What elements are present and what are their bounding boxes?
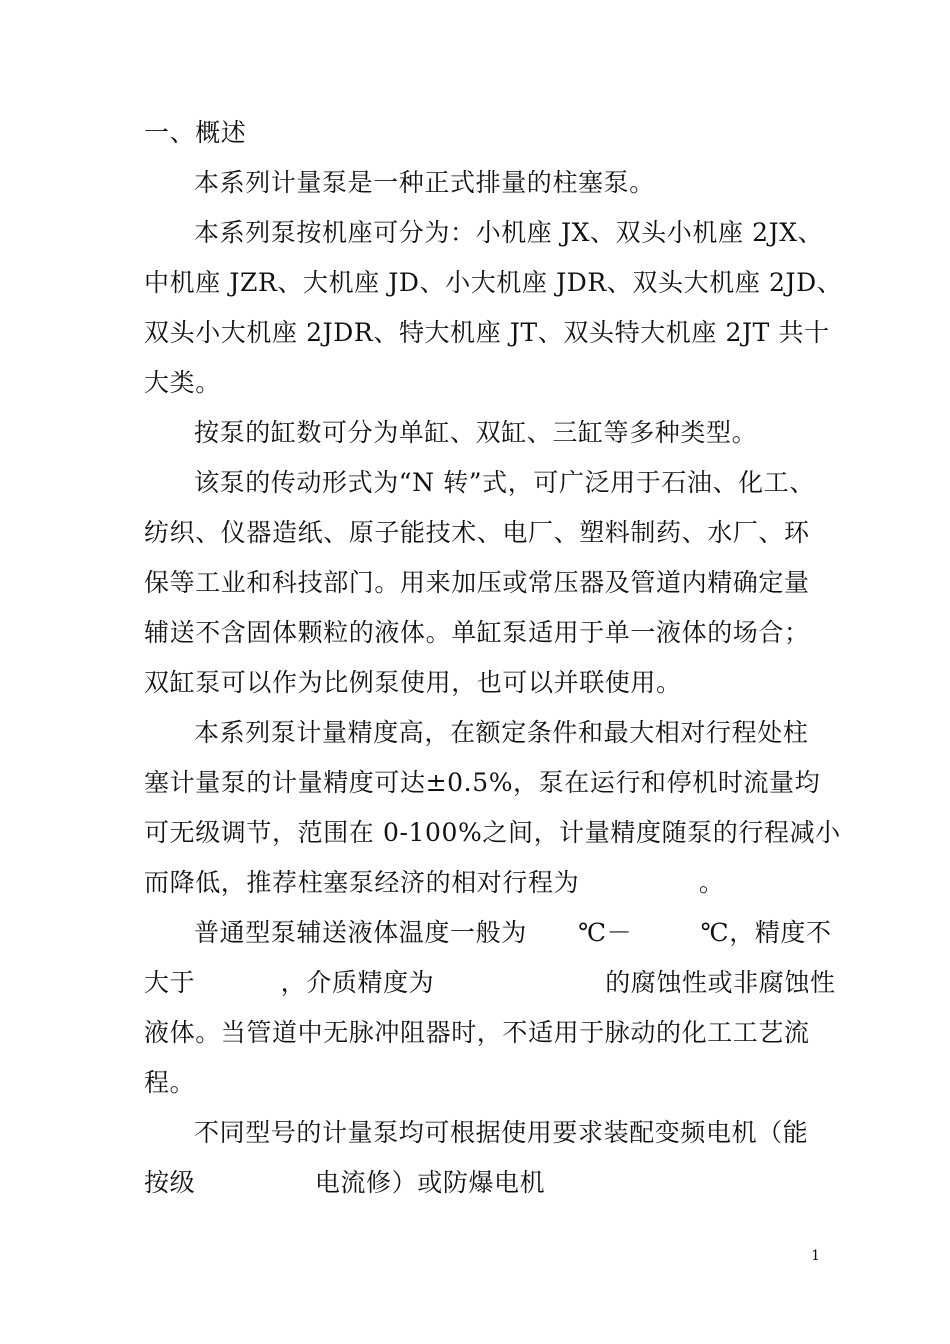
page-number: 1	[811, 1248, 820, 1264]
section-heading: 一、概述	[144, 118, 247, 147]
paragraph-line: 该泵的传动形式为“N 转”式，可广泛用于石油、化工、	[194, 468, 815, 497]
paragraph-line: 液体。当管道中无脉冲阻器时，不适用于脉动的化工工艺流	[144, 1018, 810, 1047]
paragraph-line: 本系列泵按机座可分为：小机座 JX、双头小机座 2JX、	[194, 218, 824, 247]
paragraph-line: 大类。	[144, 368, 221, 397]
paragraph-line: 而降低，推荐柱塞泵经济的相对行程为 。	[144, 868, 725, 897]
paragraph-line: 按泵的缸数可分为单缸、双缸、三缸等多种类型。	[194, 418, 758, 447]
paragraph-line: 保等工业和科技部门。用来加压或常压器及管道内精确定量	[144, 568, 810, 597]
paragraph-line: 双缸泵可以作为比例泵使用，也可以并联使用。	[144, 668, 682, 697]
paragraph-line: 纺织、仪器造纸、原子能技术、电厂、塑料制药、水厂、环	[144, 518, 810, 547]
paragraph-line: 不同型号的计量泵均可根据使用要求装配变频电机（能	[194, 1118, 809, 1147]
paragraph-line: 程。	[144, 1068, 196, 1097]
paragraph-line: 大于 ，介质精度为 的腐蚀性或非腐蚀性	[144, 968, 836, 997]
paragraph-line: 普通型泵辅送液体温度一般为 ℃－ ℃，精度不	[194, 918, 832, 947]
paragraph-line: 塞计量泵的计量精度可达±0.5%，泵在运行和停机时流量均	[144, 768, 821, 797]
paragraph-line: 可无级调节，范围在 0-100%之间，计量精度随泵的行程减小	[144, 818, 841, 847]
paragraph-line: 双头小大机座 2JDR、特大机座 JT、双头特大机座 2JT 共十	[144, 318, 830, 347]
paragraph-line: 按级 电流修）或防爆电机	[144, 1168, 546, 1197]
paragraph-line: 辅送不含固体颗粒的液体。单缸泵适用于单一液体的场合；	[144, 618, 810, 647]
paragraph-line: 中机座 JZR、大机座 JD、小大机座 JDR、双头大机座 2JD、	[144, 268, 843, 297]
paragraph-line: 本系列计量泵是一种正式排量的柱塞泵。	[194, 168, 655, 197]
paragraph-line: 本系列泵计量精度高，在额定条件和最大相对行程处柱	[194, 718, 809, 747]
